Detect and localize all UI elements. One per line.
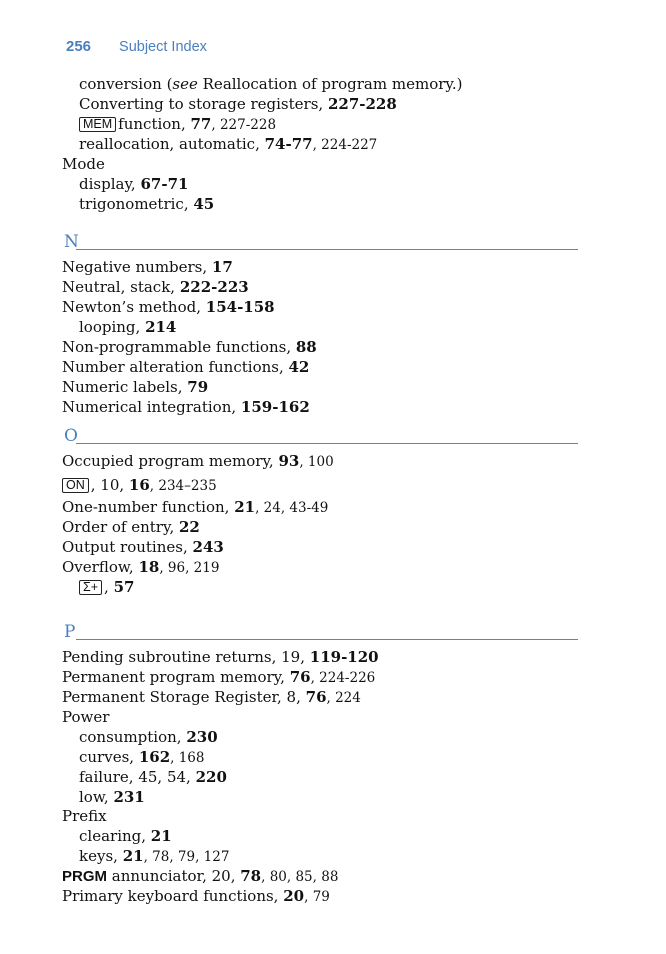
index-entry: Permanent program memory, 76, 224-226 [62,668,376,686]
on-key-icon: ON [62,478,89,493]
index-entry: trigonometric, 45 [79,195,215,213]
index-entry: Non-programmable functions, 88 [62,338,317,356]
index-entry: Order of entry, 22 [62,518,200,536]
index-entry: Numerical integration, 159-162 [62,398,310,416]
index-entry: display, 67-71 [79,175,189,193]
index-entry: clearing, 21 [79,827,172,845]
divider [76,443,578,444]
index-entry: PRGM annunciator, 20, 78, 80, 85, 88 [62,867,339,885]
index-entry: reallocation, automatic, 74-77, 224-227 [79,135,378,153]
index-entry: Occupied program memory, 93, 100 [62,452,334,470]
index-entry: Prefix [62,807,107,825]
index-entry: Power [62,708,110,726]
index-entry: Σ+ , 57 [79,577,134,597]
index-entry: Overflow, 18, 96, 219 [62,558,220,576]
index-entry: curves, 162, 168 [79,748,205,766]
divider [76,639,578,640]
index-entry: low, 231 [79,788,145,806]
divider [76,249,578,250]
index-entry: Primary keyboard functions, 20, 79 [62,887,330,905]
section-heading-p: P [62,620,578,642]
page-title: Subject Index [119,39,207,55]
page-number: 256 [66,38,92,55]
index-entry: looping, 214 [79,318,177,336]
index-entry: conversion (see Reallocation of program memory.) [79,75,463,93]
sigma-plus-key-icon: Σ+ [79,580,102,595]
index-entry: Pending subroutine returns, 19, 119-120 [62,648,379,666]
index-entry: keys, 21, 78, 79, 127 [79,847,230,865]
index-entry: Negative numbers, 17 [62,258,233,276]
index-entry: Numeric labels, 79 [62,378,209,396]
index-entry: consumption, 230 [79,728,218,746]
index-entry: ON , 10, 16, 234–235 [62,475,217,495]
index-entry: Mode [62,155,105,173]
section-heading-o: O [62,424,578,446]
index-entry: One-number function, 21, 24, 43-49 [62,498,329,516]
index-entry: Newton’s method, 154-158 [62,298,275,316]
index-entry: Output routines, 243 [62,538,224,556]
index-entry: Neutral, stack, 222-223 [62,278,249,296]
index-entry: Converting to storage registers, 227-228 [79,95,397,113]
index-entry: MEM function, 77, 227-228 [79,114,276,134]
index-entry: failure, 45, 54, 220 [79,768,227,786]
index-entry: Permanent Storage Register, 8, 76, 224 [62,688,361,706]
index-entry: Number alteration functions, 42 [62,358,310,376]
section-heading-n: N [62,230,578,252]
page-header [66,36,207,58]
mem-key-icon: MEM [79,117,116,132]
